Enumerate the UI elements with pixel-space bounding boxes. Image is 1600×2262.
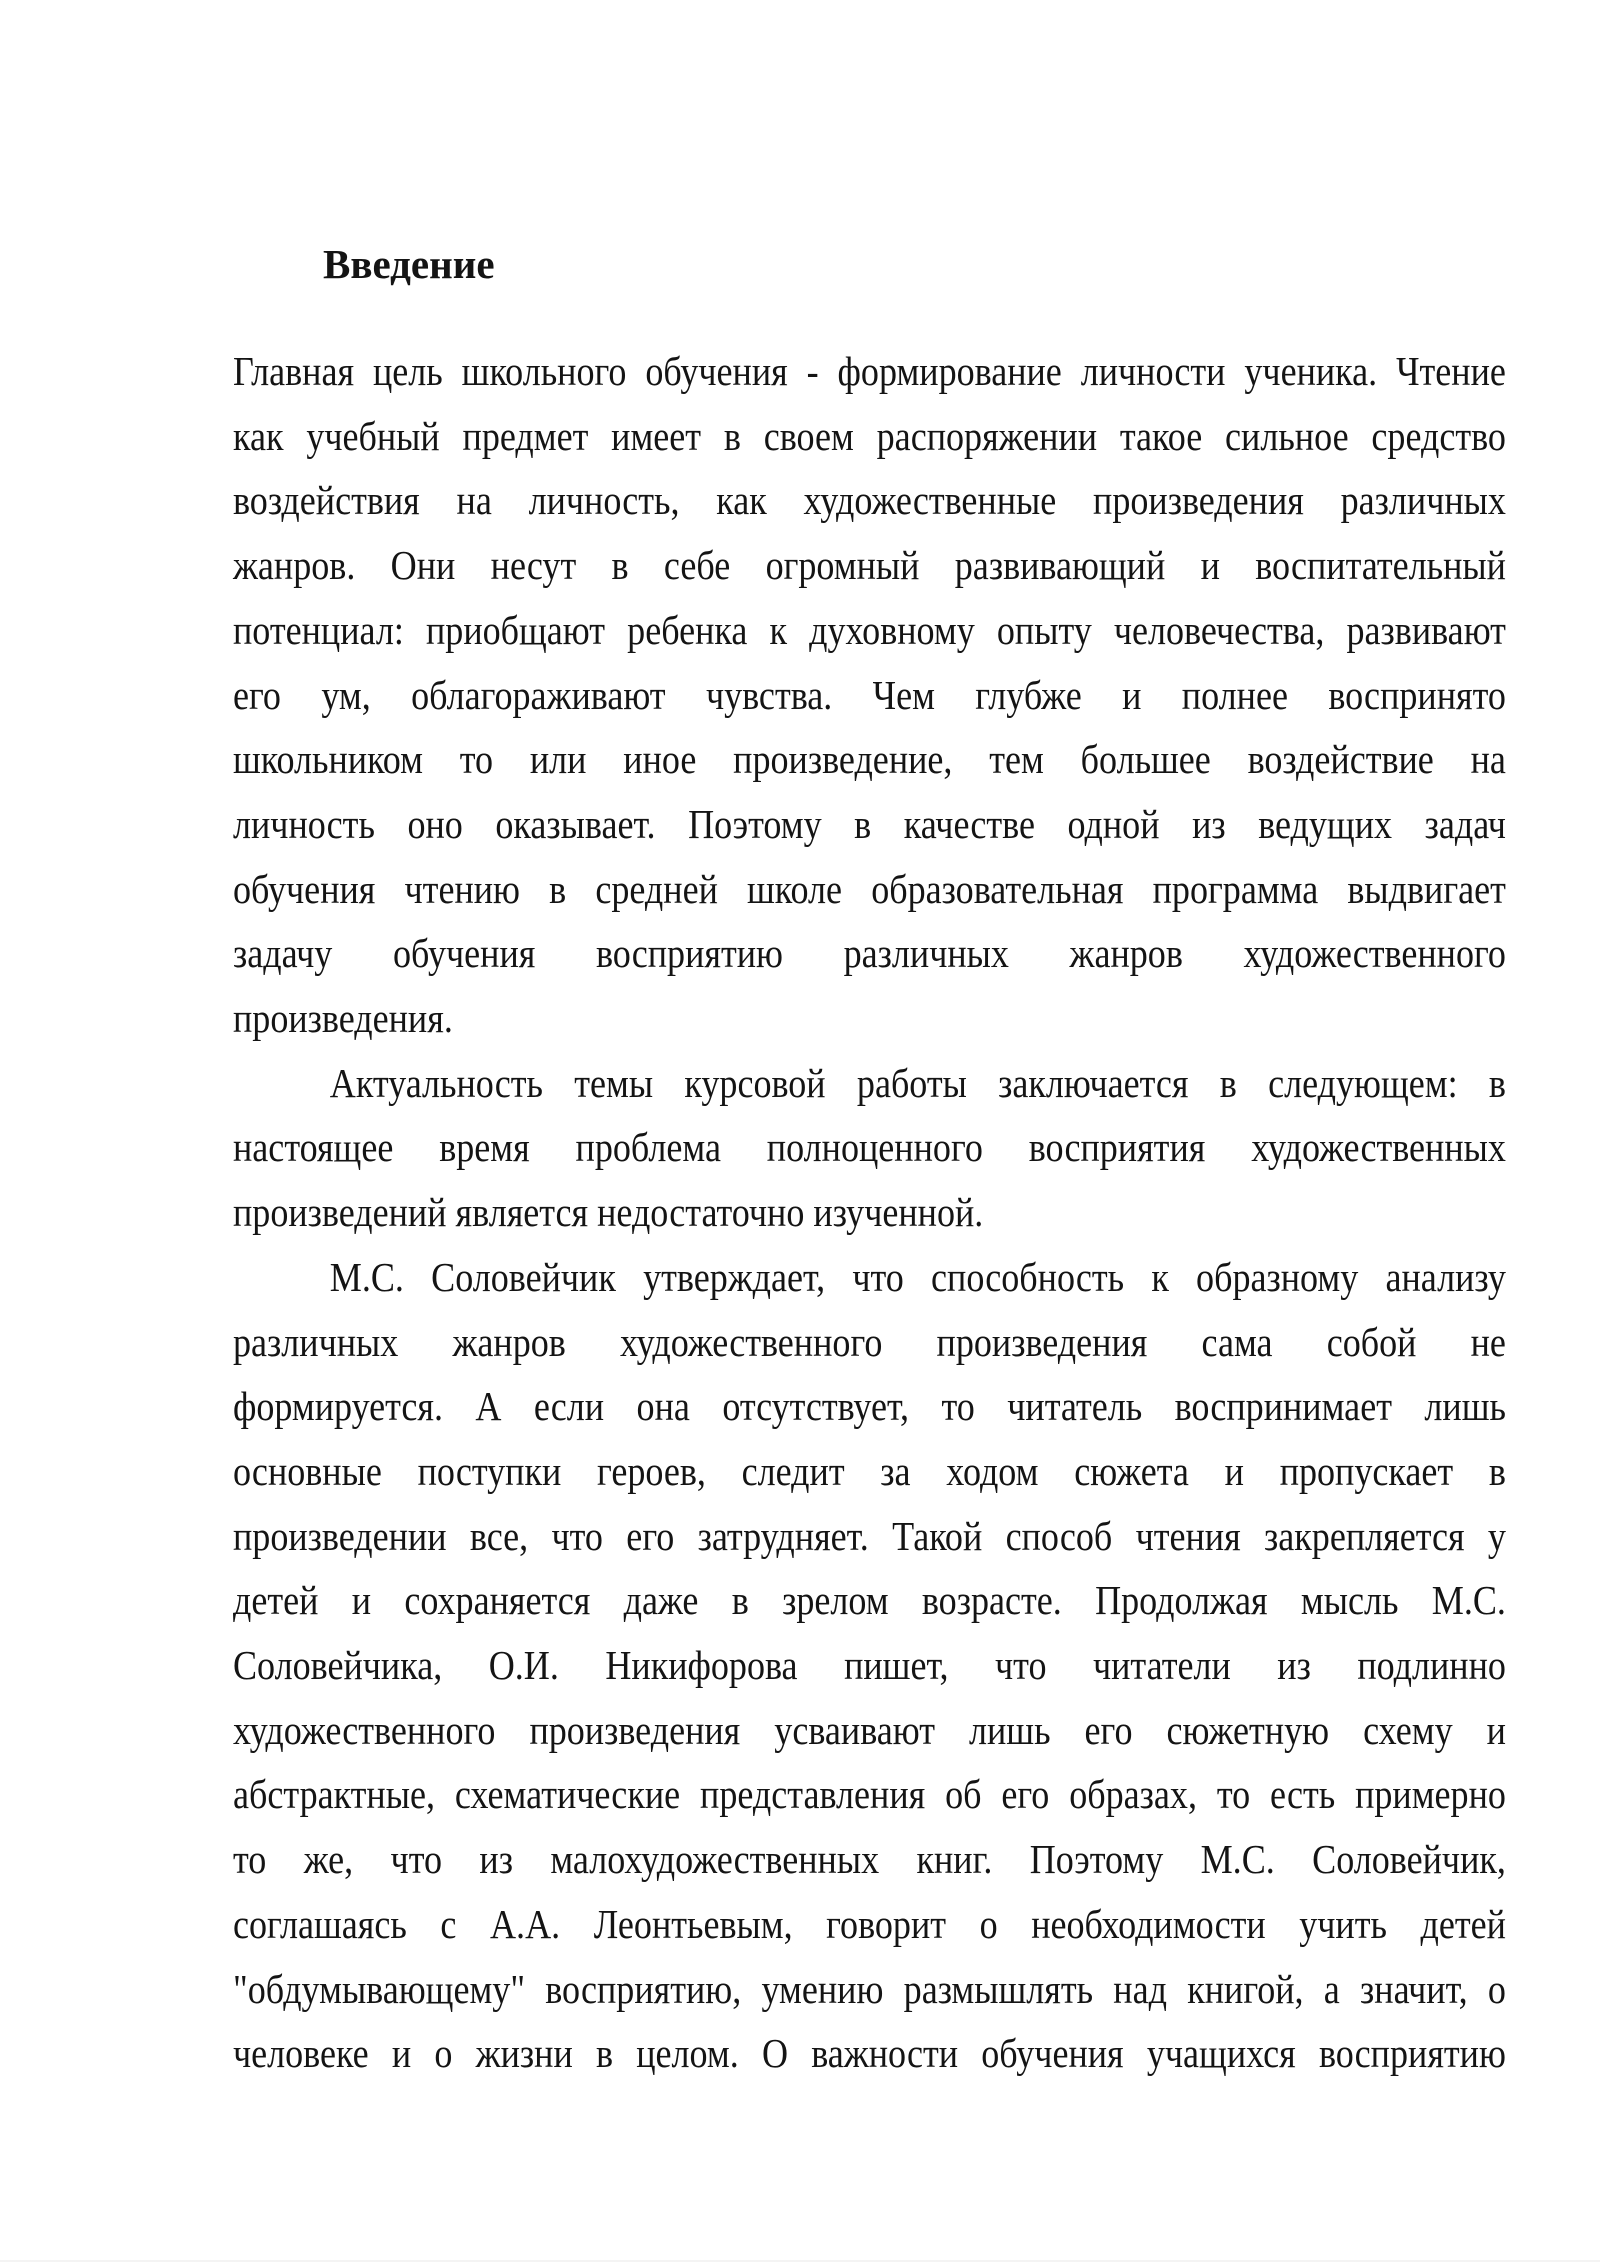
text-line: личность оно оказывает. Поэтому в качестве одной из ведущих задач: [233, 800, 1506, 847]
text-line: как учебный предмет имеет в своем распоряжении такое сильное средство: [233, 412, 1506, 459]
text-line: его ум, облагораживают чувства. Чем глубже и полнее воспринято: [233, 671, 1506, 718]
text-line: человеке и о жизни в целом. О важности обучения учащихся восприятию: [233, 2030, 1506, 2077]
page-title: Введение: [323, 241, 495, 288]
text-line: обучения чтению в средней школе образовательная программа выдвигает: [233, 865, 1506, 912]
text-line: "обдумывающему" восприятию, умению размышлять над книгой, а значит, о: [233, 1965, 1506, 2012]
text-line: детей и сохраняется даже в зрелом возрасте. Продолжая мысль М.С.: [233, 1577, 1506, 1624]
text-line: потенциал: приобщают ребенка к духовному опыту человечества, развивают: [233, 606, 1506, 653]
text-line: задачу обучения восприятию различных жанров художественного: [233, 930, 1506, 977]
text-line: настоящее время проблема полноценного восприятия художественных: [233, 1124, 1506, 1171]
text-line: Актуальность темы курсовой работы заключается в следующем: в: [329, 1059, 1506, 1106]
text-line: произведения.: [233, 995, 453, 1042]
text-line: произведении все, что его затрудняет. Такой способ чтения закрепляется у: [233, 1512, 1506, 1559]
text-line: различных жанров художественного произведения сама собой не: [233, 1318, 1506, 1365]
text-line: жанров. Они несут в себе огромный развивающий и воспитательный: [233, 542, 1506, 589]
text-line: основные поступки героев, следит за ходом сюжета и пропускает в: [233, 1447, 1506, 1494]
paragraph: [233, 1051, 1506, 1245]
paragraph: [233, 339, 1506, 1051]
text-line: формируется. А если она отсутствует, то читатель воспринимает лишь: [233, 1383, 1506, 1430]
text-line: абстрактные, схематические представления об его образах, то есть примерно: [233, 1771, 1506, 1818]
text-line: воздействия на личность, как художественные произведения различных: [233, 477, 1506, 524]
text-line: соглашаясь с А.А. Леонтьевым, говорит о необходимости учить детей: [233, 1900, 1506, 1947]
paragraph: [233, 1245, 1506, 2086]
text-line: М.С. Соловейчик утверждает, что способность к образному анализу: [329, 1253, 1506, 1300]
text-line: художественного произведения усваивают лишь его сюжетную схему и: [233, 1706, 1506, 1753]
document-body: [233, 339, 1506, 2086]
text-line: Соловейчика, О.И. Никифорова пишет, что читатели из подлинно: [233, 1642, 1506, 1689]
text-line: школьником то или иное произведение, тем большее воздействие на: [233, 736, 1506, 783]
text-line: Главная цель школьного обучения - формирование личности ученика. Чтение: [233, 348, 1506, 394]
text-line: то же, что из малохудожественных книг. Поэтому М.С. Соловейчик,: [233, 1836, 1506, 1883]
text-line: произведений является недостаточно изученной.: [233, 1189, 984, 1236]
